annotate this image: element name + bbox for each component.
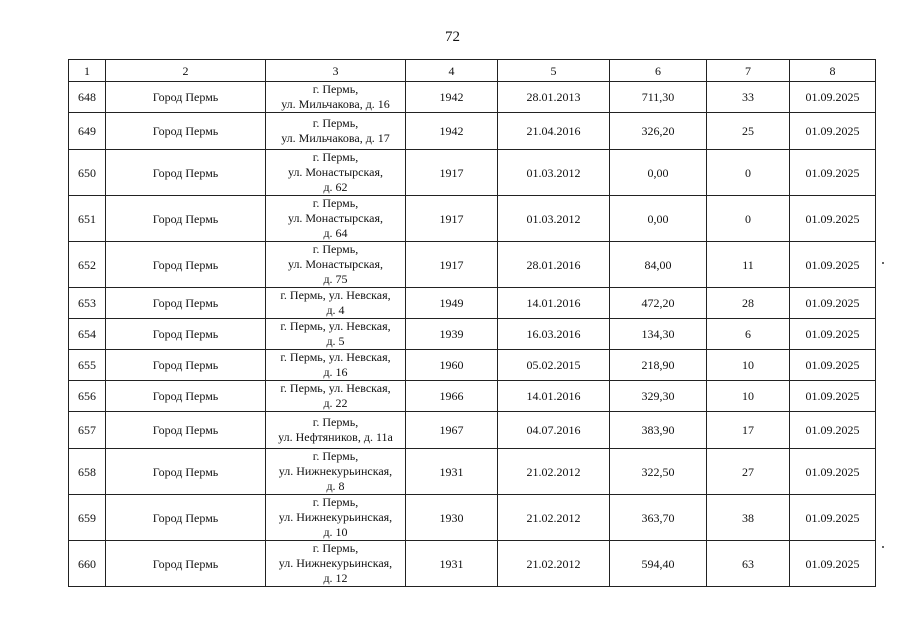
year-cell: 1966	[406, 381, 498, 412]
deadline-cell: 01.09.2025	[790, 381, 876, 412]
area-cell: 0,00	[610, 150, 707, 196]
table-row	[69, 196, 876, 242]
address-line: г. Пермь,	[312, 415, 359, 429]
address-line: г. Пермь,	[312, 449, 359, 463]
column-header: 4	[406, 60, 498, 82]
address-line: д. 10	[323, 525, 348, 539]
address-cell	[266, 82, 406, 113]
date-cell: 21.04.2016	[498, 113, 610, 150]
row-number-cell: 649	[69, 113, 106, 150]
row-number-cell: 657	[69, 412, 106, 449]
date-cell: 01.03.2012	[498, 196, 610, 242]
address-line: д. 64	[323, 226, 348, 240]
scan-speck	[882, 546, 884, 548]
year-cell: 1939	[406, 319, 498, 350]
scan-speck	[882, 262, 884, 264]
address-line: г. Пермь,	[312, 541, 359, 555]
address-cell	[266, 196, 406, 242]
area-cell: 363,70	[610, 495, 707, 541]
deadline-cell: 01.09.2025	[790, 541, 876, 587]
year-cell: 1930	[406, 495, 498, 541]
date-cell: 16.03.2016	[498, 319, 610, 350]
date-cell: 21.02.2012	[498, 541, 610, 587]
table-body	[69, 82, 876, 587]
year-cell: 1942	[406, 113, 498, 150]
deadline-cell: 01.09.2025	[790, 196, 876, 242]
column-header: 6	[610, 60, 707, 82]
column-header: 8	[790, 60, 876, 82]
row-number-cell: 652	[69, 242, 106, 288]
table-row	[69, 82, 876, 113]
count-cell: 33	[707, 82, 790, 113]
count-cell: 0	[707, 196, 790, 242]
table-row	[69, 319, 876, 350]
date-cell: 14.01.2016	[498, 288, 610, 319]
address-cell	[266, 412, 406, 449]
table-row	[69, 449, 876, 495]
address-line: г. Пермь,	[312, 196, 359, 210]
municipality-cell: Город Пермь	[106, 150, 266, 196]
header-row	[69, 60, 876, 82]
count-cell: 28	[707, 288, 790, 319]
count-cell: 10	[707, 381, 790, 412]
table-row	[69, 350, 876, 381]
address-cell	[266, 495, 406, 541]
year-cell: 1917	[406, 242, 498, 288]
deadline-cell: 01.09.2025	[790, 242, 876, 288]
row-number-cell: 653	[69, 288, 106, 319]
year-cell: 1942	[406, 82, 498, 113]
deadline-cell: 01.09.2025	[790, 412, 876, 449]
row-number-cell: 655	[69, 350, 106, 381]
row-number-cell: 659	[69, 495, 106, 541]
municipality-cell: Город Пермь	[106, 196, 266, 242]
address-line: ул. Нефтяников, д. 11а	[278, 430, 393, 444]
area-cell: 134,30	[610, 319, 707, 350]
area-cell: 383,90	[610, 412, 707, 449]
row-number-cell: 650	[69, 150, 106, 196]
address-line: д. 62	[323, 180, 348, 194]
deadline-cell: 01.09.2025	[790, 350, 876, 381]
address-line: г. Пермь, ул. Невская,	[280, 350, 391, 364]
municipality-cell: Город Пермь	[106, 412, 266, 449]
row-number-cell: 654	[69, 319, 106, 350]
address-line: д. 4	[326, 303, 345, 317]
deadline-cell: 01.09.2025	[790, 288, 876, 319]
count-cell: 0	[707, 150, 790, 196]
count-cell: 63	[707, 541, 790, 587]
address-line: ул. Монастырская,	[287, 211, 384, 225]
address-line: ул. Монастырская,	[287, 257, 384, 271]
municipality-cell: Город Пермь	[106, 113, 266, 150]
address-line: ул. Мильчакова, д. 17	[281, 131, 390, 145]
address-line: д. 8	[326, 479, 345, 493]
year-cell: 1949	[406, 288, 498, 319]
area-cell: 84,00	[610, 242, 707, 288]
row-number-cell: 660	[69, 541, 106, 587]
row-number-cell: 648	[69, 82, 106, 113]
municipality-cell: Город Пермь	[106, 319, 266, 350]
address-cell	[266, 288, 406, 319]
count-cell: 10	[707, 350, 790, 381]
address-line: г. Пермь,	[312, 116, 359, 130]
address-line: г. Пермь,	[312, 82, 359, 96]
municipality-cell: Город Пермь	[106, 350, 266, 381]
column-header: 3	[266, 60, 406, 82]
table-row	[69, 381, 876, 412]
year-cell: 1917	[406, 150, 498, 196]
date-cell: 05.02.2015	[498, 350, 610, 381]
deadline-cell: 01.09.2025	[790, 82, 876, 113]
address-line: ул. Нижнекурьинская,	[278, 464, 393, 478]
address-line: ул. Нижнекурьинская,	[278, 510, 393, 524]
table-row	[69, 288, 876, 319]
count-cell: 17	[707, 412, 790, 449]
year-cell: 1931	[406, 449, 498, 495]
date-cell: 14.01.2016	[498, 381, 610, 412]
municipality-cell: Город Пермь	[106, 381, 266, 412]
area-cell: 326,20	[610, 113, 707, 150]
date-cell: 01.03.2012	[498, 150, 610, 196]
table-row	[69, 242, 876, 288]
address-cell	[266, 242, 406, 288]
table-row	[69, 495, 876, 541]
row-number-cell: 651	[69, 196, 106, 242]
municipality-cell: Город Пермь	[106, 495, 266, 541]
address-line: г. Пермь,	[312, 495, 359, 509]
address-line: г. Пермь, ул. Невская,	[280, 288, 391, 302]
date-cell: 28.01.2013	[498, 82, 610, 113]
table-row	[69, 113, 876, 150]
deadline-cell: 01.09.2025	[790, 319, 876, 350]
page-number: 72	[445, 29, 460, 45]
housing-table	[68, 59, 876, 587]
table-row	[69, 150, 876, 196]
date-cell: 21.02.2012	[498, 449, 610, 495]
address-line: г. Пермь, ул. Невская,	[280, 319, 391, 333]
address-line: д. 16	[323, 365, 348, 379]
address-cell	[266, 350, 406, 381]
year-cell: 1917	[406, 196, 498, 242]
municipality-cell: Город Пермь	[106, 82, 266, 113]
area-cell: 218,90	[610, 350, 707, 381]
area-cell: 594,40	[610, 541, 707, 587]
count-cell: 11	[707, 242, 790, 288]
area-cell: 0,00	[610, 196, 707, 242]
column-header: 7	[707, 60, 790, 82]
municipality-cell: Город Пермь	[106, 288, 266, 319]
date-cell: 21.02.2012	[498, 495, 610, 541]
year-cell: 1931	[406, 541, 498, 587]
deadline-cell: 01.09.2025	[790, 495, 876, 541]
address-line: д. 5	[326, 334, 345, 348]
deadline-cell: 01.09.2025	[790, 150, 876, 196]
table-row	[69, 412, 876, 449]
address-cell	[266, 449, 406, 495]
municipality-cell: Город Пермь	[106, 541, 266, 587]
area-cell: 711,30	[610, 82, 707, 113]
address-line: г. Пермь,	[312, 242, 359, 256]
deadline-cell: 01.09.2025	[790, 113, 876, 150]
date-cell: 04.07.2016	[498, 412, 610, 449]
address-cell	[266, 113, 406, 150]
municipality-cell: Город Пермь	[106, 242, 266, 288]
row-number-cell: 656	[69, 381, 106, 412]
area-cell: 329,30	[610, 381, 707, 412]
column-header: 5	[498, 60, 610, 82]
address-line: ул. Монастырская,	[287, 165, 384, 179]
address-line: г. Пермь, ул. Невская,	[280, 381, 391, 395]
area-cell: 472,20	[610, 288, 707, 319]
date-cell: 28.01.2016	[498, 242, 610, 288]
row-number-cell: 658	[69, 449, 106, 495]
address-line: г. Пермь,	[312, 150, 359, 164]
address-cell	[266, 150, 406, 196]
address-cell	[266, 319, 406, 350]
table-row	[69, 541, 876, 587]
year-cell: 1960	[406, 350, 498, 381]
address-line: ул. Мильчакова, д. 16	[281, 97, 390, 111]
municipality-cell: Город Пермь	[106, 449, 266, 495]
address-line: ул. Нижнекурьинская,	[278, 556, 393, 570]
address-cell	[266, 381, 406, 412]
address-line: д. 12	[323, 571, 348, 585]
deadline-cell: 01.09.2025	[790, 449, 876, 495]
column-header: 2	[106, 60, 266, 82]
count-cell: 27	[707, 449, 790, 495]
column-header: 1	[69, 60, 106, 82]
count-cell: 6	[707, 319, 790, 350]
count-cell: 38	[707, 495, 790, 541]
address-cell	[266, 541, 406, 587]
year-cell: 1967	[406, 412, 498, 449]
address-line: д. 75	[323, 272, 348, 286]
area-cell: 322,50	[610, 449, 707, 495]
count-cell: 25	[707, 113, 790, 150]
address-line: д. 22	[323, 396, 348, 410]
